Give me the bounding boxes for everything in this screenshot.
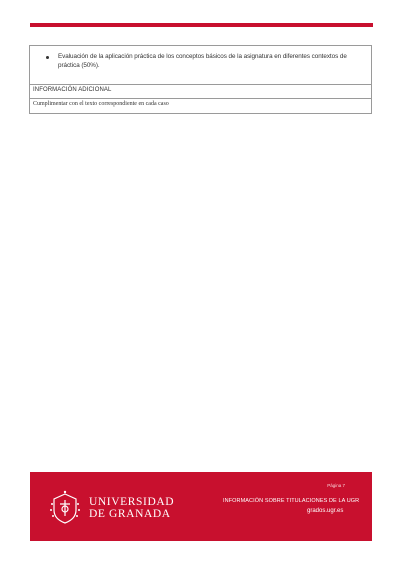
page-footer <box>30 472 372 541</box>
university-name-line1: UNIVERSIDAD <box>89 496 175 508</box>
header-rule <box>30 23 373 27</box>
university-name <box>89 496 174 520</box>
additional-info-note-box <box>29 98 372 114</box>
footer-info-text: INFORMACIÓN SOBRE TITULACIONES DE LA UGR <box>223 498 360 504</box>
footer-site-link[interactable]: grados.ugr.es <box>307 508 344 514</box>
university-crest-icon <box>48 490 82 526</box>
evaluation-criterion: Evaluación de la aplicación práctica de los conceptos básicos de la asignatura en diferentes contextos de práctica (50%). <box>58 53 347 69</box>
list-item <box>46 52 368 70</box>
evaluation-box <box>29 45 372 85</box>
additional-info-heading-box <box>29 84 372 99</box>
additional-info-note: Cumplimentar con el texto correspondiente en cada caso <box>33 101 169 107</box>
additional-info-heading: INFORMACIÓN ADICIONAL <box>33 87 112 93</box>
university-name-line2: DE GRANADA <box>89 508 171 520</box>
page-number: Página 7 <box>327 483 345 488</box>
bullet-icon <box>46 56 49 59</box>
